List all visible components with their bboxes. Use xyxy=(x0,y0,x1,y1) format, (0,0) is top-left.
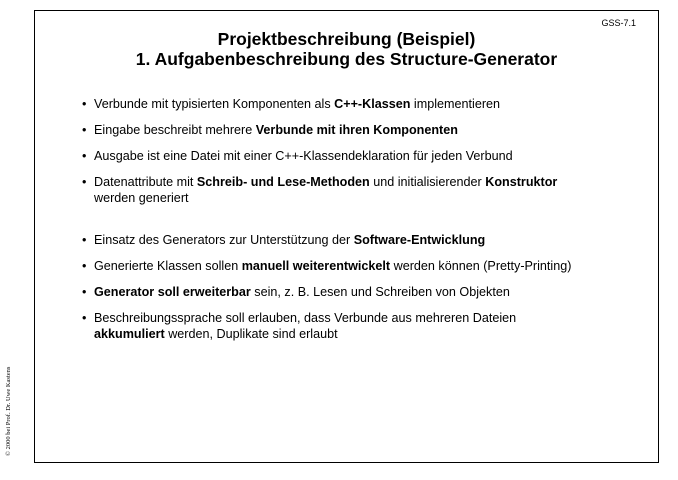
page-id: GSS-7.1 xyxy=(601,18,636,28)
title-line-2: 1. Aufgabenbeschreibung des Structure-Generator xyxy=(135,49,558,69)
bullet-item: • Beschreibungssprache soll erlauben, dass Verbunde aus mehreren Dateien akkumuliert werden, Duplikate sind erlaubt xyxy=(80,310,650,342)
bullet-item: • Eingabe beschreibt mehrere Verbunde mit ihren Komponenten xyxy=(80,122,650,138)
bullet-item: • Verbunde mit typisierten Komponenten als C++-Klassen implementieren xyxy=(80,96,650,112)
bullet-list xyxy=(80,96,650,352)
copyright-notice: © 2000 bei Prof. Dr. Uwe Kastens xyxy=(5,366,12,456)
bullet-item: • Datenattribute mit Schreib- und Lese-Methoden und initialisierender Konstruktor werden generiert xyxy=(80,174,650,206)
bullet-item: • Generierte Klassen sollen manuell weiterentwickelt werden können (Pretty-Printing) xyxy=(80,258,650,274)
title-line-1: Projektbeschreibung (Beispiel) xyxy=(217,29,476,49)
slide-frame xyxy=(34,10,659,463)
bullet-item: • Generator soll erweiterbar sein, z. B. Lesen und Schreiben von Objekten xyxy=(80,284,650,300)
bullet-item: • Einsatz des Generators zur Unterstützung der Software-Entwicklung xyxy=(80,232,650,248)
slide-title xyxy=(35,29,658,69)
bullet-item: • Ausgabe ist eine Datei mit einer C++-Klassendeklaration für jeden Verbund xyxy=(80,148,650,164)
